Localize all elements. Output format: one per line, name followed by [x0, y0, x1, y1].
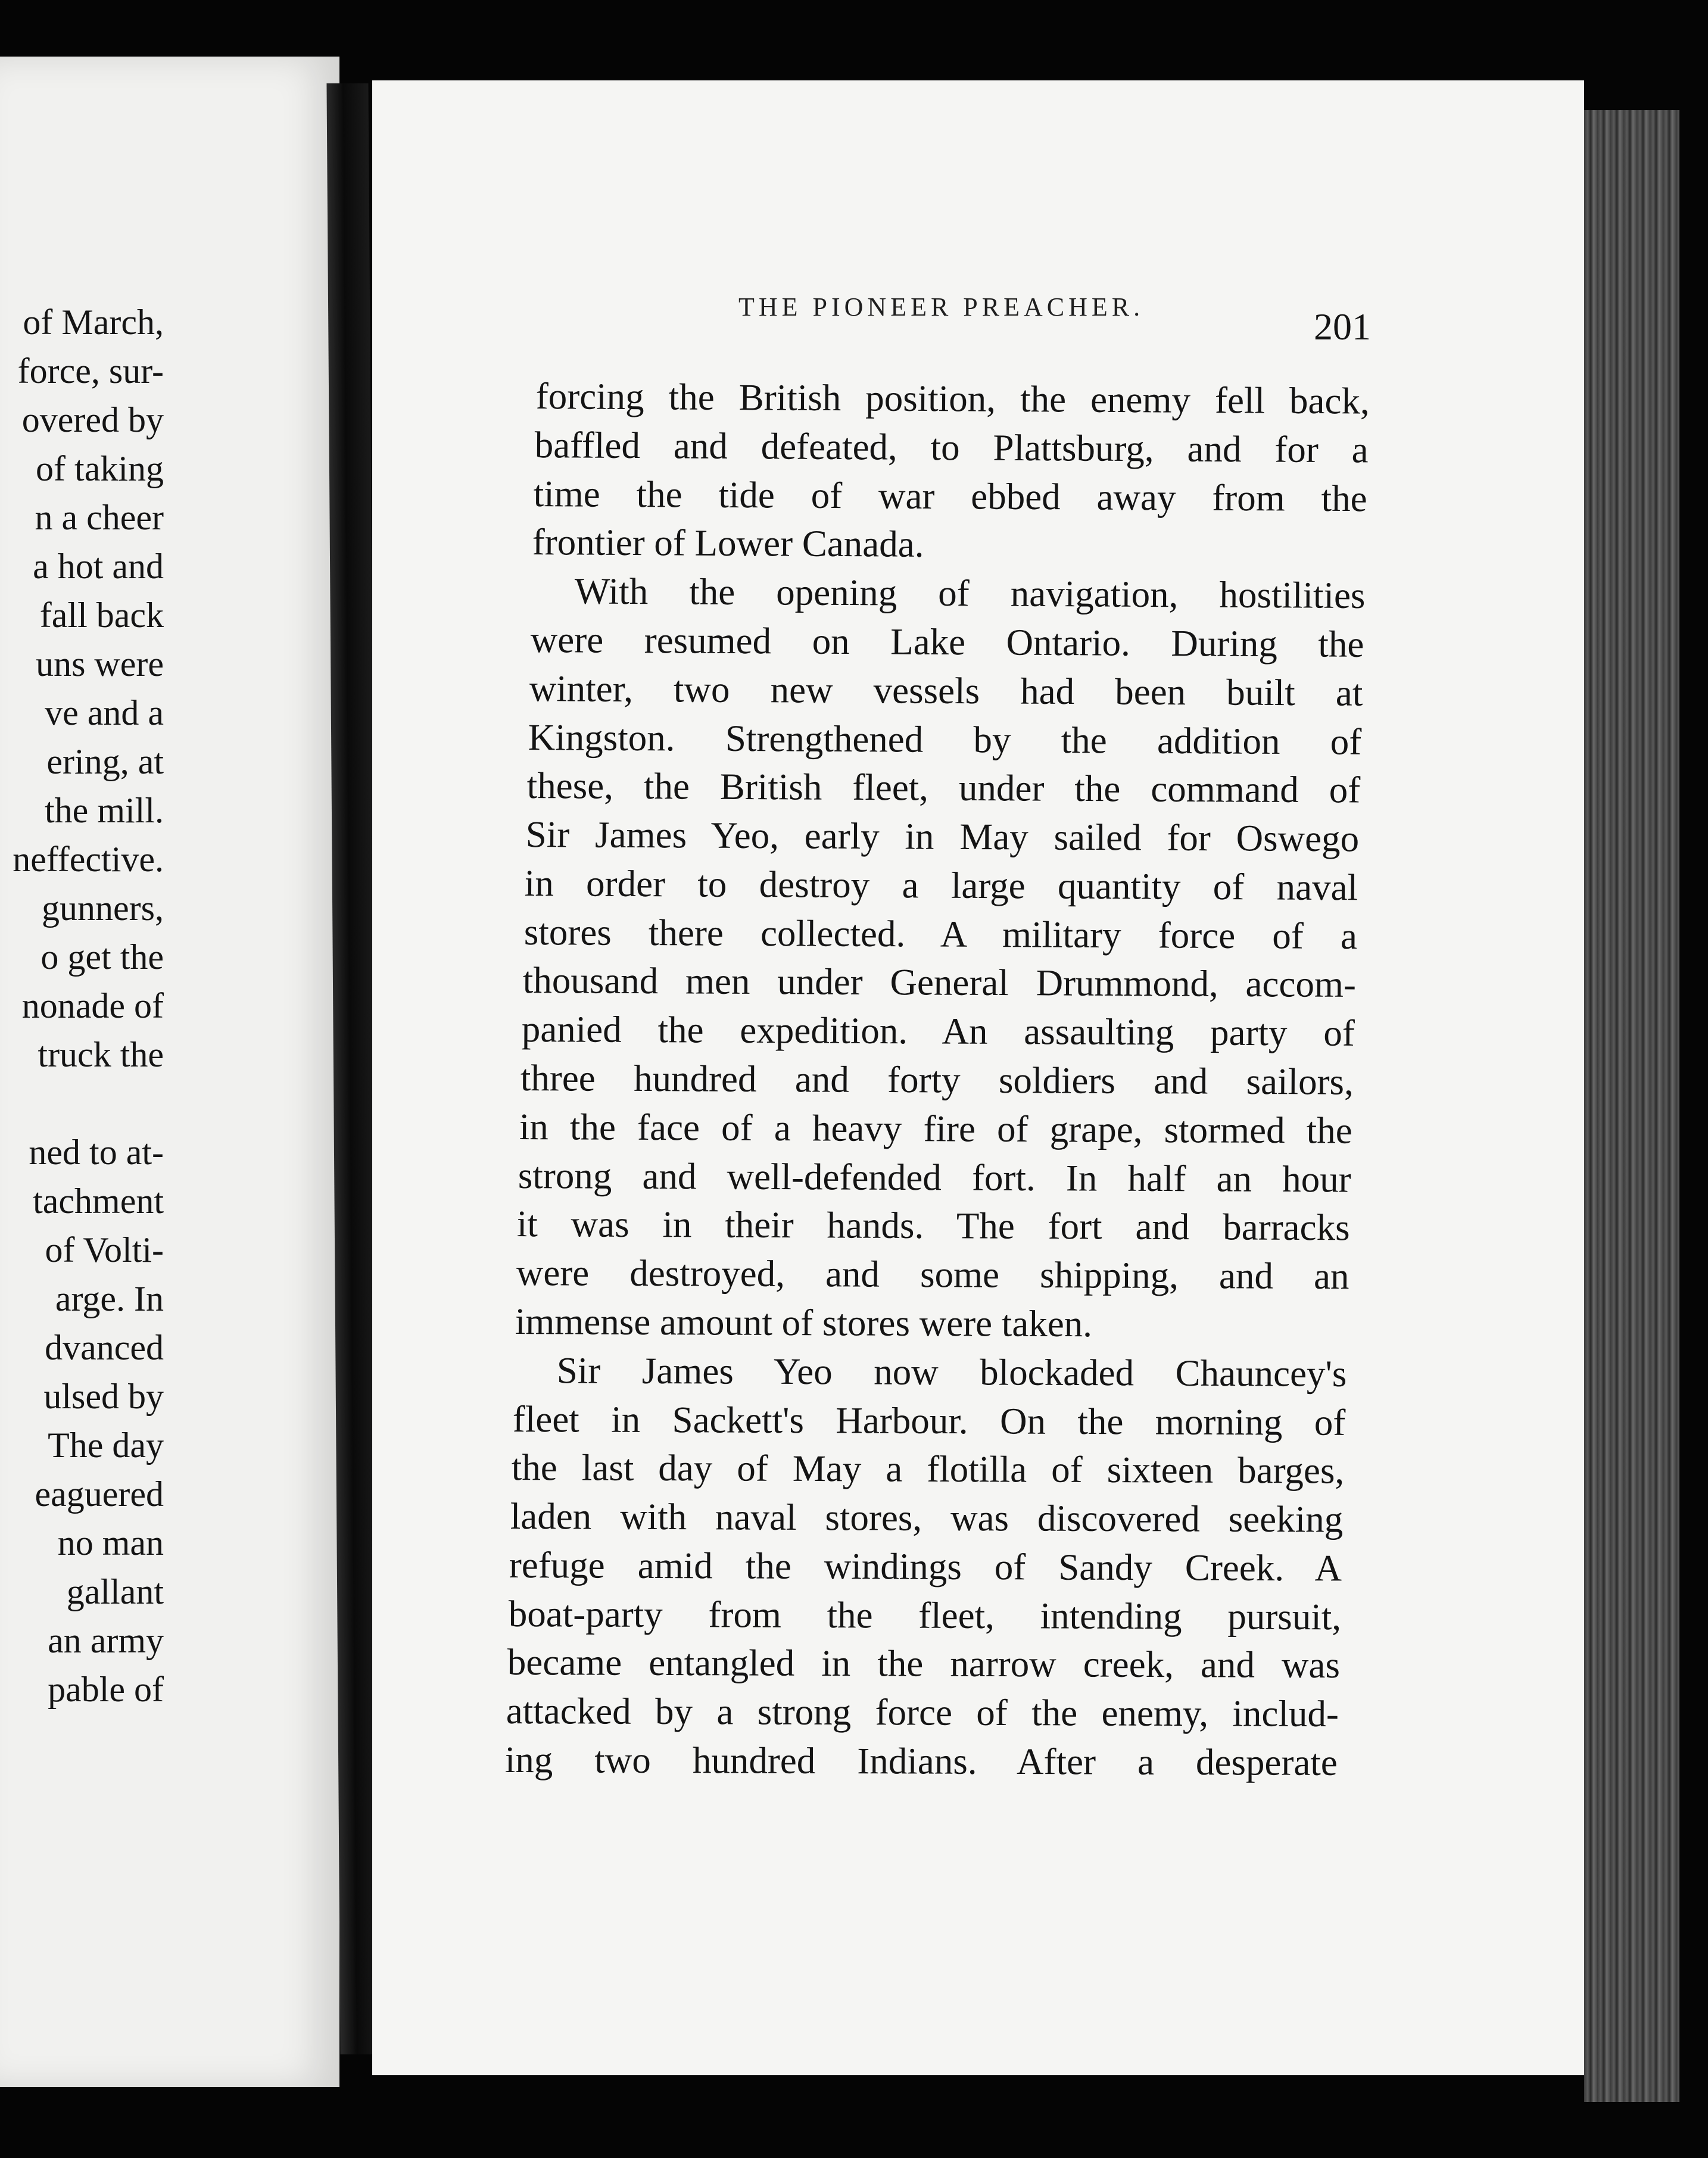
- left-page-line: The day: [48, 1426, 164, 1465]
- page-number: 201: [1314, 305, 1371, 348]
- text-line: attacked by a strong force of the enemy, includ-: [506, 1690, 1339, 1735]
- text-line: panied the expedition. An assaulting party of: [521, 1008, 1355, 1055]
- left-page-line: a hot and: [33, 547, 164, 586]
- left-page-line: of Volti-: [45, 1230, 164, 1270]
- left-page-line: the mill.: [45, 791, 164, 830]
- left-page-line: an army: [48, 1621, 164, 1660]
- left-page-line: ulsed by: [43, 1377, 164, 1416]
- text-line: refuge amid the windings of Sandy Creek. A: [509, 1543, 1342, 1589]
- left-page-line: arge. In: [55, 1279, 164, 1318]
- text-line: boat-party from the fleet, intending pursuit,: [508, 1592, 1341, 1638]
- text-line: immense amount of stores were taken.: [515, 1300, 1092, 1345]
- left-page-line: neffective.: [13, 840, 164, 879]
- text-line: fleet in Sackett's Harbour. On the morning of: [512, 1398, 1346, 1443]
- text-line: time the tide of war ebbed away from the: [533, 472, 1368, 519]
- left-page-line: tachment: [33, 1181, 164, 1221]
- left-page-line: ned to at-: [29, 1133, 164, 1172]
- left-page-line: o get the: [40, 937, 164, 977]
- text-line: it was in their hands. The fort and barracks: [517, 1203, 1351, 1249]
- left-page-line: uns were: [36, 644, 164, 684]
- left-page-line: nonade of: [21, 986, 164, 1025]
- left-page-line: dvanced: [45, 1328, 164, 1367]
- left-page-line: truck the: [38, 1035, 164, 1074]
- text-line: these, the British fleet, under the command of: [526, 765, 1361, 811]
- left-page-line: no man: [57, 1523, 164, 1563]
- text-line: forcing the British position, the enemy fell back,: [535, 375, 1370, 422]
- text-line: laden with naval stores, was discovered seeking: [510, 1495, 1344, 1540]
- left-page-line: force, sur-: [17, 351, 164, 391]
- text-line: With the opening of navigation, hostilities: [574, 570, 1366, 617]
- left-page-line: fall back: [39, 595, 164, 635]
- text-line: in order to destroy a large quantity of naval: [525, 862, 1358, 909]
- text-line: ing two hundred Indians. After a desperate: [504, 1739, 1338, 1783]
- left-page-line: gallant: [66, 1572, 164, 1611]
- text-line: strong and well-defended fort. In half an hour: [518, 1154, 1352, 1200]
- text-line: Kingston. Strengthened by the addition of: [528, 716, 1362, 763]
- text-line: thousand men under General Drummond, accom-: [522, 959, 1356, 1006]
- left-page-line: gunners,: [42, 888, 164, 928]
- text-line: were resumed on Lake Ontario. During the: [530, 618, 1364, 665]
- text-line: Sir James Yeo, early in May sailed for Oswego: [525, 813, 1360, 860]
- left-page-line: of March,: [23, 303, 164, 342]
- text-line: winter, two new vessels had been built at: [529, 667, 1363, 714]
- text-line: Sir James Yeo now blockaded Chauncey's: [556, 1349, 1347, 1395]
- text-line: three hundred and forty soldiers and sailors,: [520, 1057, 1354, 1103]
- left-page-line: overed by: [21, 400, 164, 439]
- text-line: became entangled in the narrow creek, and was: [507, 1641, 1340, 1686]
- text-line: stores there collected. A military force of a: [523, 910, 1357, 957]
- left-page-line: n a cheer: [35, 498, 164, 537]
- text-line: in the face of a heavy fire of grape, stormed the: [519, 1105, 1353, 1152]
- text-line: the last day of May a flotilla of sixteen barges,: [511, 1446, 1345, 1492]
- left-page-line: eaguered: [35, 1474, 164, 1514]
- left-page-line: ve and a: [45, 693, 164, 732]
- left-page-line: pable of: [48, 1670, 164, 1709]
- text-line: frontier of Lower Canada.: [532, 521, 925, 566]
- running-head: THE PIONEER PREACHER.: [738, 292, 1145, 322]
- left-page-line: ering, at: [46, 742, 164, 781]
- left-page-line: of taking: [36, 449, 164, 488]
- text-line: were destroyed, and some shipping, and an: [516, 1252, 1349, 1298]
- text-line: baffled and defeated, to Plattsburg, and for a: [534, 423, 1369, 471]
